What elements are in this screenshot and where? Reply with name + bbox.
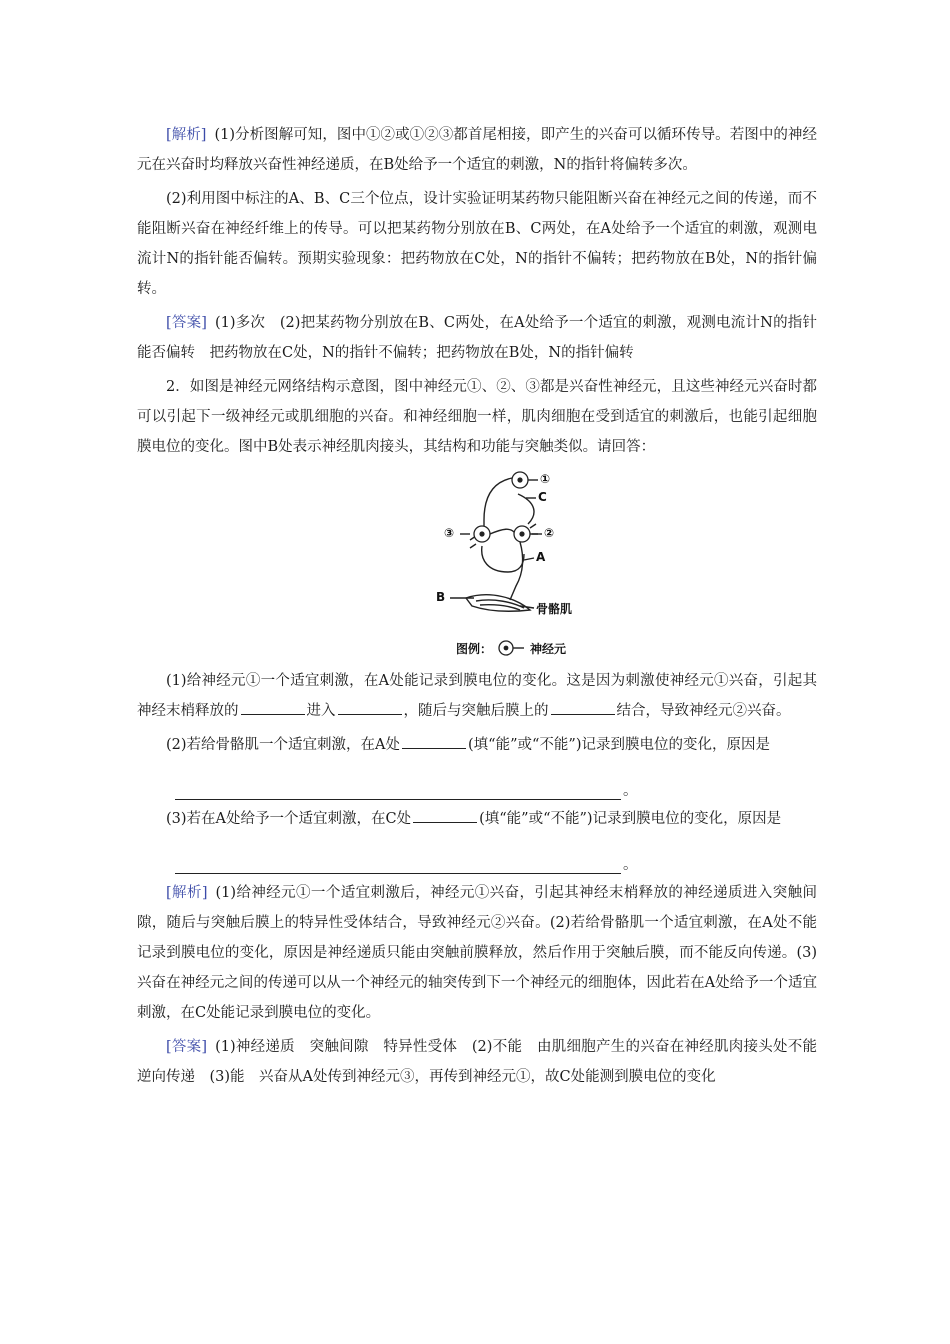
question-2-part-3 — [137, 804, 817, 834]
legend-prefix: 图例： — [456, 642, 493, 656]
label-neuron-1: ① — [540, 472, 551, 486]
analysis-1-text: (1)分析图解可知，图中①②或①②③都首尾相接，即产生的兴奋可以循环传导。若图中的神经元在兴奋时均释放兴奋性神经递质，在B处给予一个适宜的刺激，N的指针将偏转多次。 — [137, 127, 817, 173]
lower-loop — [482, 546, 524, 572]
neuron-network-figure — [420, 468, 620, 660]
analysis-tag: [解析] — [166, 127, 207, 143]
answer-1 — [137, 308, 817, 368]
question-2-stem: 2．如图是神经元网络结构示意图，图中神经元①、②、③都是兴奋性神经元，且这些神经元兴奋时都可以引起下一级神经元或肌细胞的兴奋。和神经细胞一样，肌肉细胞在受到适宜的刺激后，也能引起细胞膜电位的变化。图中B处表示神经肌肉接头，其结构和功能与突触类似。请回答： — [137, 379, 817, 455]
question-2-part-1 — [137, 666, 817, 726]
answer-blank[interactable] — [413, 806, 477, 823]
q1-text-a: (1)给神经元①一个适宜刺激，在A处能记录到膜电位的变化。这是因为刺激使神经元①兴奋，引起其神经末梢释放的 — [137, 673, 817, 719]
line-end-mark: 。 — [623, 783, 638, 799]
leader-a — [524, 558, 534, 560]
legend-neuron-symbol — [499, 641, 524, 655]
question-2-part-2 — [137, 730, 817, 760]
answer-2-text: (1)神经递质 突触间隙 特异性受体 (2)不能 由肌细胞产生的兴奋在神经肌肉接头处不能逆向传递 (3)能 兴奋从A处传到神经元③，再传到神经元①，故C处能测到膜电位的变化 — [137, 1039, 817, 1085]
q1-text-c: ，随后与突触后膜上的 — [403, 703, 549, 719]
answer-tag: [答案] — [166, 315, 207, 331]
answer-blank[interactable] — [551, 698, 615, 715]
analysis-2 — [137, 878, 817, 1028]
document-page — [137, 120, 817, 1092]
analysis-2-text: (1)给神经元①一个适宜刺激后，神经元①兴奋，引起其神经末梢释放的神经递质进入突触间隙，随后与突触后膜上的特异性受体结合，导致神经元②兴奋。(2)若给骨骼肌一个适宜刺激，在A处不能记录到膜电位的变化，原因是神经递质只能由突触前膜释放，然后作用于突触后膜，而不能反向传递。(3)兴奋在神经元之间的传递可以从一个神经元的轴突传到下一个神经元的细胞体，因此若在A处给予一个适宜刺激，在C处能记录到膜电位的变化。 — [137, 885, 817, 1021]
neuron-1-cell — [512, 472, 528, 488]
legend-text: 神经元 — [530, 642, 567, 656]
neuron-diagram — [420, 468, 620, 660]
q1-text-b: 进入 — [306, 703, 336, 719]
q3-text-b: (填“能”或“不能”)记录到膜电位的变化，原因是 — [479, 811, 782, 827]
q3-text-a: (3)若在A处给予一个适宜刺激，在C处 — [166, 811, 412, 827]
answer-blank[interactable] — [241, 698, 305, 715]
answer-rule[interactable] — [175, 873, 621, 874]
neuron-3-cell — [474, 526, 490, 542]
fiber-3-to-2 — [490, 529, 514, 534]
label-c: C — [538, 490, 547, 504]
answer-2 — [137, 1032, 817, 1092]
q2-text-a: (2)若给骨骼肌一个适宜刺激，在A处 — [166, 737, 401, 753]
analysis-1-para-2: (2)利用图中标注的A、B、C三个位点，设计实验证明某药物只能阻断兴奋在神经元之间的传递，而不能阻断兴奋在神经纤维上的传导。可以把某药物分别放在B、C两处，在A处给予一个适宜的刺激，观测电流计N的指针能否偏转。预期实验现象：把药物放在C处，N的指针不偏转；把药物放在B处，N的指针偏转。 — [137, 191, 817, 297]
label-skeletal-muscle: 骨骼肌 — [536, 602, 573, 616]
answer-blank[interactable] — [338, 698, 402, 715]
neuron-2-cell — [514, 526, 530, 542]
label-neuron-3: ③ — [444, 526, 455, 540]
label-a: A — [536, 550, 546, 564]
label-neuron-2: ② — [544, 526, 555, 540]
line-end-mark: 。 — [623, 857, 638, 873]
neuron-2-branches — [530, 524, 538, 534]
answer-line-2 — [175, 774, 817, 800]
answer-rule[interactable] — [175, 799, 621, 800]
answer-1-text: (1)多次 (2)把某药物分别放在B、C两处，在A处给予一个适宜的刺激，观测电流计N的指针能否偏转 把药物放在C处，N的指针不偏转；把药物放在B处，N的指针偏转 — [137, 315, 817, 361]
skeletal-muscle — [466, 595, 530, 611]
label-b: B — [436, 590, 446, 604]
q1-text-d: 结合，导致神经元②兴奋。 — [616, 703, 791, 719]
q2-text-b: (填“能”或“不能”)记录到膜电位的变化，原因是 — [468, 737, 770, 753]
analysis-tag: [解析] — [166, 885, 208, 901]
analysis-1-para-1 — [137, 120, 817, 180]
answer-blank[interactable] — [402, 732, 466, 749]
answer-line-3 — [175, 848, 817, 874]
answer-tag: [答案] — [166, 1039, 208, 1055]
